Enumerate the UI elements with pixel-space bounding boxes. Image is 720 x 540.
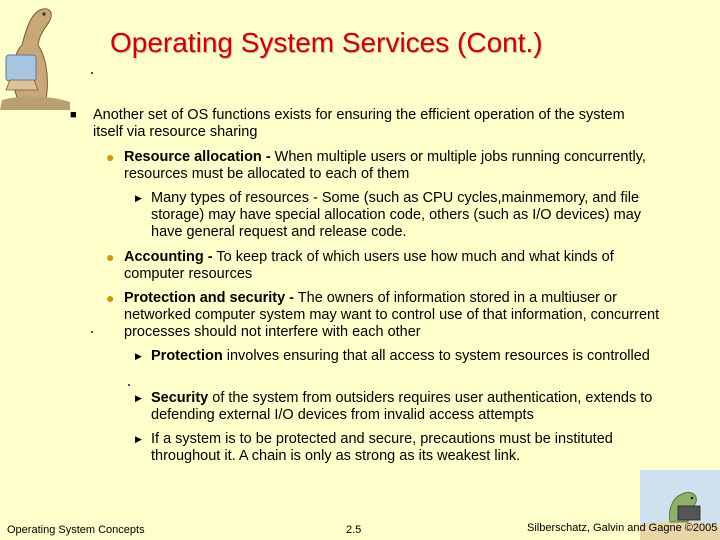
triangle-bullet-icon: ▶	[135, 434, 142, 444]
speck	[128, 384, 130, 386]
bullet-resource-allocation	[124, 149, 664, 183]
triangle-bullet-icon: ▶	[135, 351, 142, 361]
bullet-protection-security	[124, 290, 664, 341]
footer-page-number: 2.5	[346, 524, 362, 536]
round-bullet-icon: ●	[106, 290, 115, 306]
footer-book-title: Operating System Concepts	[7, 524, 145, 536]
speck	[91, 331, 93, 333]
bullet-text: To keep track of which users use how much and what kinds of computer resources	[124, 249, 614, 282]
bullet-accounting	[124, 249, 664, 283]
bullet-label: Resource allocation -	[124, 149, 271, 165]
bullet-label: Protection	[151, 348, 223, 364]
subbullet-resource-types: Many types of resources - Some (such as CPU cycles,mainmemory, and file storage) may have special allocation code, others (such as I/O devices) may have general request and release code.	[151, 190, 642, 240]
triangle-bullet-icon: ▶	[135, 393, 142, 403]
round-bullet-icon: ●	[106, 249, 115, 265]
speck	[91, 72, 93, 74]
round-bullet-icon: ●	[106, 149, 115, 165]
subbullet-weakest-link: If a system is to be protected and secure, precautions must be instituted throughout it. A chain is only as strong as its weakest link.	[151, 431, 613, 464]
bullet-label: Accounting -	[124, 249, 213, 265]
bullet-label: Protection and security -	[124, 290, 295, 306]
bullet-text: of the system from outsiders requires user authentication, extends to defending external I/O devices from invalid access attempts	[151, 390, 653, 423]
page-title: Operating System Services (Cont.)	[110, 27, 543, 58]
bullet-text: involves ensuring that all access to system resources is controlled	[222, 348, 650, 364]
footer-authors: Silberschatz, Galvin and Gagne ©2005	[527, 522, 718, 534]
square-bullet-icon: ■	[70, 109, 77, 121]
subbullet-protection	[151, 348, 661, 365]
bullet-text: When multiple users or multiple jobs running concurrently, resources must be allocated to each of them	[124, 149, 646, 182]
dinosaur-illustration	[0, 0, 72, 110]
triangle-bullet-icon: ▶	[135, 193, 142, 203]
bullet-intro: Another set of OS functions exists for ensuring the efficient operation of the system itself via resource sharing	[93, 107, 625, 140]
bullet-text: The owners of information stored in a multiuser or networked computer system may want to control use of that information, concurrent processes should not interfere with each other	[124, 290, 660, 340]
subbullet-security	[151, 390, 661, 424]
bullet-label: Security	[151, 390, 209, 406]
